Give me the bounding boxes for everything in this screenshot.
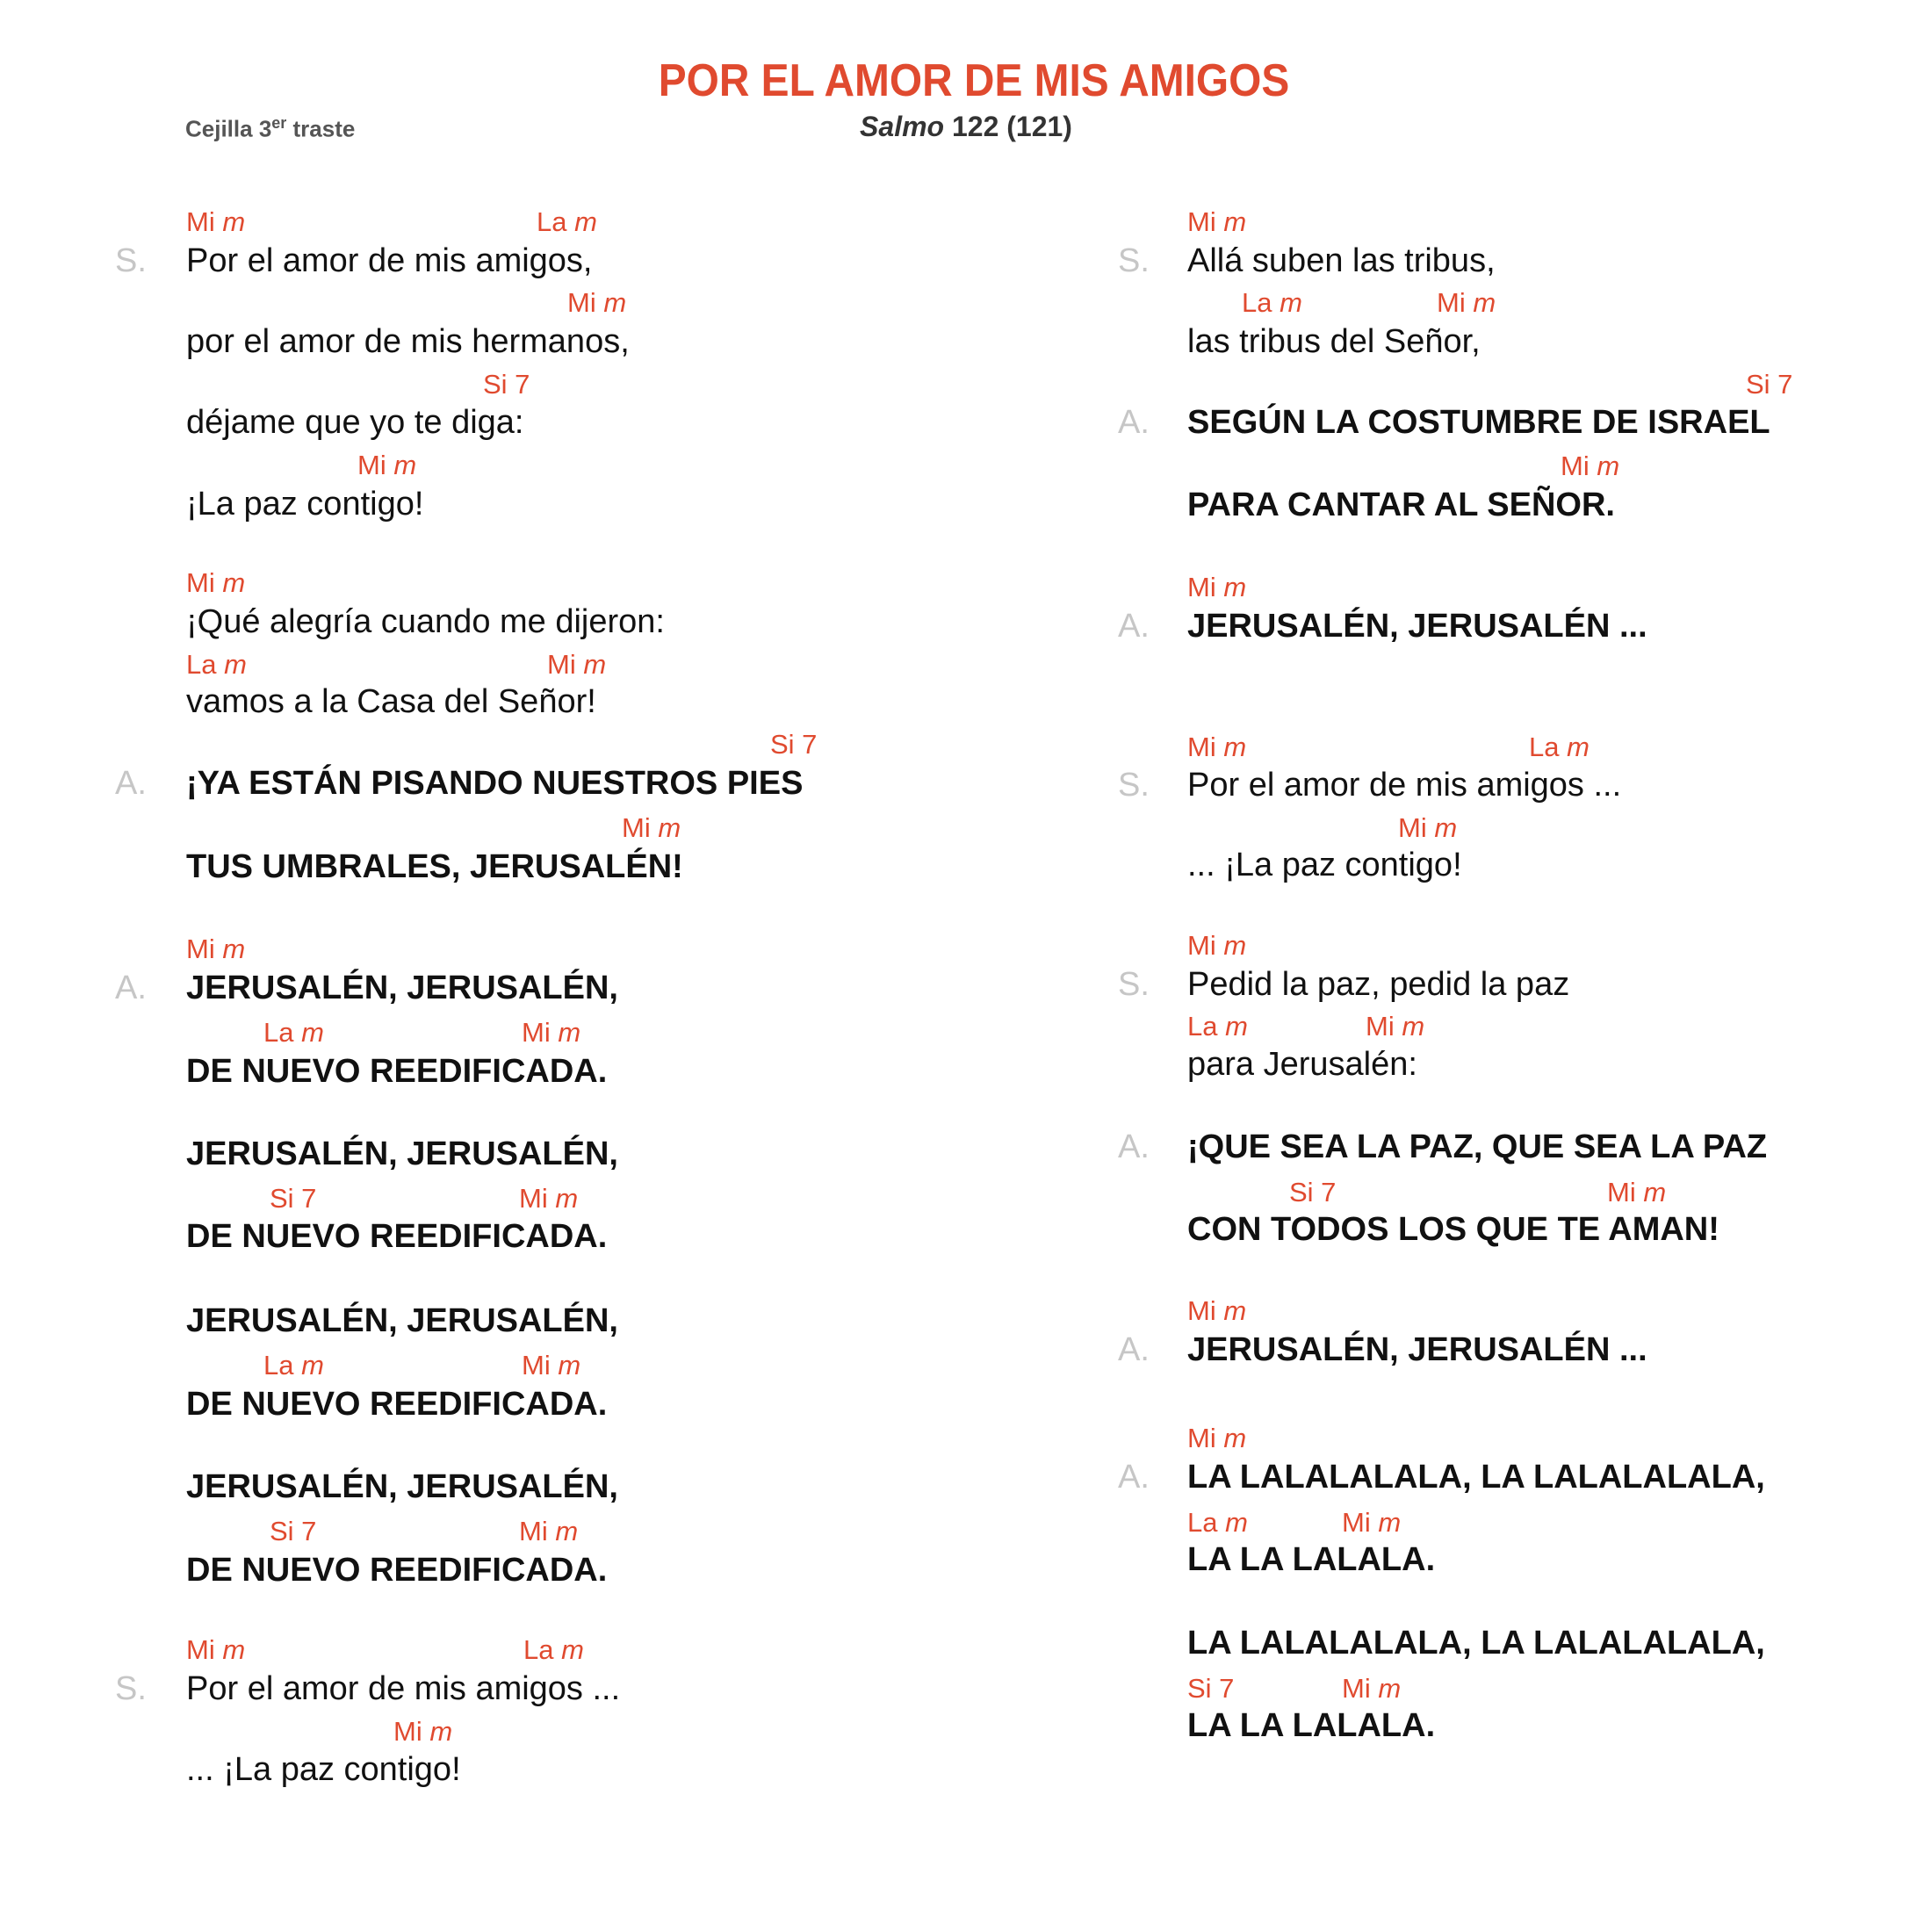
chord-quality: m — [1225, 1507, 1248, 1538]
chord-quality: m — [658, 812, 681, 843]
chord-root: Mi — [186, 567, 223, 598]
chord-root: La — [263, 1017, 302, 1048]
lyric-line: ¡QUE SEA LA PAZ, QUE SEA LA PAZ — [1187, 1128, 1768, 1165]
chord-root: La — [1187, 1011, 1226, 1042]
chord-quality: m — [1434, 812, 1458, 843]
chord-root: Mi — [1561, 451, 1597, 481]
chord-root: Mi — [186, 1634, 223, 1665]
chord-mi-m — [1187, 930, 1246, 962]
chord-quality: m — [583, 649, 607, 680]
chord-root: Mi — [1187, 1423, 1224, 1453]
chord-mi-m — [1437, 287, 1496, 319]
chord-mi-m — [357, 450, 416, 481]
capo-suffix: traste — [286, 115, 356, 142]
chord-root: Mi — [1187, 572, 1224, 602]
chord-mi-m — [522, 1350, 580, 1381]
chord-root: Mi — [186, 934, 223, 964]
chord-root: Mi — [522, 1350, 559, 1381]
lyric-line: Por el amor de mis amigos ... — [1187, 767, 1622, 804]
chord-root: Mi — [547, 649, 584, 680]
chord-si-7 — [483, 369, 530, 400]
chord-mi-m — [1187, 206, 1246, 238]
chord-root: La — [523, 1634, 562, 1665]
chord-la-m — [263, 1350, 324, 1381]
lyric-line: DE NUEVO REEDIFICADA. — [186, 1218, 608, 1255]
lyric-line: CON TODOS LOS QUE TE AMAN! — [1187, 1211, 1719, 1248]
lyric-line: DE NUEVO REEDIFICADA. — [186, 1552, 608, 1589]
chord-root: Si 7 — [770, 729, 818, 760]
chord-mi-m — [186, 1634, 245, 1666]
chord-quality: m — [222, 206, 246, 237]
chord-mi-m — [1398, 812, 1457, 844]
chord-root: La — [1242, 287, 1280, 318]
chord-mi-m — [519, 1183, 578, 1215]
chord-mi-m — [1607, 1177, 1666, 1208]
chord-quality: m — [1223, 1423, 1247, 1453]
lyric-line: JERUSALÉN, JERUSALÉN, — [186, 1302, 618, 1339]
chord-mi-m — [622, 812, 681, 844]
chord-root: La — [1529, 732, 1568, 762]
chord-root: Si 7 — [270, 1516, 317, 1546]
chord-la-m — [523, 1634, 584, 1666]
chord-root: Mi — [1342, 1507, 1379, 1538]
marker-a: A. — [115, 970, 147, 1006]
chord-root: Mi — [186, 206, 223, 237]
chord-root: La — [186, 649, 225, 680]
chord-root: Mi — [357, 450, 394, 480]
chord-quality: m — [1402, 1011, 1425, 1042]
chord-la-m — [1242, 287, 1302, 319]
chord-quality: m — [301, 1017, 324, 1048]
chord-root: Mi — [622, 812, 659, 843]
chord-si-7 — [1746, 369, 1792, 400]
chord-quality: m — [1223, 930, 1247, 961]
capo-prefix: Cejilla 3 — [185, 115, 272, 142]
chord-mi-m — [1342, 1673, 1401, 1705]
lyric-line: JERUSALÉN, JERUSALÉN ... — [1187, 1331, 1647, 1368]
chord-si-7 — [1289, 1177, 1336, 1208]
psalm-number: 122 (121) — [944, 111, 1072, 142]
chord-la-m — [263, 1017, 324, 1049]
chord-quality: m — [429, 1716, 453, 1747]
chord-quality: m — [222, 934, 246, 964]
chord-root: La — [537, 206, 575, 237]
capo-sup: er — [271, 114, 287, 132]
lyric-line: déjame que yo te diga: — [186, 404, 524, 441]
lyric-line: ¡YA ESTÁN PISANDO NUESTROS PIES — [186, 765, 804, 802]
chord-si-7 — [270, 1183, 316, 1215]
chord-quality: m — [1223, 1295, 1247, 1326]
lyric-line: Pedid la paz, pedid la paz — [1187, 966, 1570, 1003]
chord-quality: m — [561, 1634, 584, 1665]
chord-mi-m — [393, 1716, 452, 1748]
chord-quality: m — [1567, 732, 1590, 762]
lyric-line: PARA CANTAR AL SEÑOR. — [1187, 487, 1615, 523]
chord-quality: m — [301, 1350, 324, 1381]
psalm-word: Salmo — [860, 111, 945, 142]
marker-a: A. — [115, 765, 147, 802]
marker-s: S. — [1118, 767, 1150, 804]
chord-quality: m — [224, 649, 247, 680]
chord-quality: m — [555, 1183, 579, 1214]
chord-quality: m — [222, 567, 246, 598]
chord-quality: m — [222, 1634, 246, 1665]
lyric-line: SEGÚN LA COSTUMBRE DE ISRAEL — [1187, 404, 1770, 441]
chord-root: Mi — [1398, 812, 1435, 843]
chord-mi-m — [1187, 572, 1246, 603]
chord-root: Mi — [567, 287, 604, 318]
chord-si-7 — [770, 729, 817, 761]
marker-a: A. — [1118, 1459, 1150, 1496]
lyric-line: LA LA LALALA. — [1187, 1707, 1436, 1744]
lyric-line: las tribus del Señor, — [1187, 323, 1481, 360]
marker-s: S. — [115, 242, 147, 279]
chord-quality: m — [1643, 1177, 1667, 1208]
lyric-line: ... ¡La paz contigo! — [186, 1751, 461, 1788]
chord-la-m — [186, 649, 247, 681]
lyric-line: Allá suben las tribus, — [1187, 242, 1496, 279]
chord-root: Mi — [519, 1183, 556, 1214]
chord-quality: m — [558, 1017, 581, 1048]
chord-la-m — [537, 206, 597, 238]
chord-quality: m — [1378, 1673, 1402, 1704]
marker-s: S. — [1118, 966, 1150, 1003]
chord-quality: m — [1225, 1011, 1248, 1042]
chord-quality: m — [1378, 1507, 1402, 1538]
chord-quality: m — [555, 1516, 579, 1546]
chord-root: La — [1187, 1507, 1226, 1538]
chord-root: Mi — [1187, 206, 1224, 237]
chord-root: Mi — [1366, 1011, 1402, 1042]
marker-s: S. — [1118, 242, 1150, 279]
chord-la-m — [1187, 1011, 1248, 1042]
chord-root: Si 7 — [483, 369, 530, 400]
chord-si-7 — [1187, 1673, 1234, 1705]
chord-root: Si 7 — [1289, 1177, 1337, 1208]
lyric-line: ... ¡La paz contigo! — [1187, 847, 1462, 883]
song-title: POR EL AMOR DE MIS AMIGOS — [658, 55, 1290, 106]
chord-root: Si 7 — [270, 1183, 317, 1214]
chord-root: Mi — [1187, 930, 1224, 961]
chord-root: Mi — [1187, 1295, 1224, 1326]
lyric-line: LA LALALALALA, LA LALALALALA, — [1187, 1459, 1765, 1496]
chord-root: Mi — [522, 1017, 559, 1048]
chord-mi-m — [1342, 1507, 1401, 1539]
chord-mi-m — [1366, 1011, 1424, 1042]
chord-root: Mi — [1187, 732, 1224, 762]
chord-mi-m — [1187, 1423, 1246, 1454]
lyric-line: Por el amor de mis amigos, — [186, 242, 593, 279]
chord-root: Si 7 — [1746, 369, 1793, 400]
chord-la-m — [1529, 732, 1590, 763]
lyric-line: ¡Qué alegría cuando me dijeron: — [186, 603, 665, 640]
chord-quality: m — [574, 206, 597, 237]
lyric-line: Por el amor de mis amigos ... — [186, 1670, 621, 1707]
chord-mi-m — [1187, 732, 1246, 763]
chord-quality: m — [393, 450, 417, 480]
chord-root: Mi — [519, 1516, 556, 1546]
lyric-line: LA LALALALALA, LA LALALALALA, — [1187, 1625, 1765, 1662]
lyric-line: por el amor de mis hermanos, — [186, 323, 630, 360]
psalm-reference — [0, 111, 1932, 143]
chord-quality: m — [1223, 732, 1247, 762]
lyric-line: JERUSALÉN, JERUSALÉN, — [186, 970, 618, 1006]
chord-quality: m — [1223, 206, 1247, 237]
chord-quality: m — [558, 1350, 581, 1381]
chord-root: Mi — [1437, 287, 1474, 318]
chord-quality: m — [1597, 451, 1620, 481]
lyric-line: LA LA LALALA. — [1187, 1541, 1436, 1578]
marker-a: A. — [1118, 1331, 1150, 1368]
lyric-line: vamos a la Casa del Señor! — [186, 683, 596, 720]
chord-root: La — [263, 1350, 302, 1381]
chord-mi-m — [522, 1017, 580, 1049]
chord-root: Mi — [1342, 1673, 1379, 1704]
chord-quality: m — [1280, 287, 1302, 318]
lyric-line: DE NUEVO REEDIFICADA. — [186, 1053, 608, 1090]
lyric-line: para Jerusalén: — [1187, 1046, 1417, 1083]
lyric-line: JERUSALÉN, JERUSALÉN ... — [1187, 608, 1647, 645]
lyric-line: ¡La paz contigo! — [186, 486, 424, 523]
chord-root: Mi — [393, 1716, 430, 1747]
chord-mi-m — [186, 934, 245, 965]
chord-si-7 — [270, 1516, 316, 1547]
chord-quality: m — [1473, 287, 1496, 318]
lyric-line: JERUSALÉN, JERUSALÉN, — [186, 1135, 618, 1172]
marker-a: A. — [1118, 1128, 1150, 1165]
chord-mi-m — [1561, 451, 1619, 482]
marker-a: A. — [1118, 404, 1150, 441]
chord-quality: m — [603, 287, 627, 318]
lyric-line: JERUSALÉN, JERUSALÉN, — [186, 1468, 618, 1505]
lyric-line: TUS UMBRALES, JERUSALÉN! — [186, 848, 683, 885]
marker-s: S. — [115, 1670, 147, 1707]
chord-mi-m — [186, 567, 245, 599]
chord-mi-m — [186, 206, 245, 238]
chord-mi-m — [567, 287, 626, 319]
chord-la-m — [1187, 1507, 1248, 1539]
chord-mi-m — [1187, 1295, 1246, 1327]
chord-mi-m — [547, 649, 606, 681]
marker-a: A. — [1118, 608, 1150, 645]
chord-mi-m — [519, 1516, 578, 1547]
chord-root: Mi — [1607, 1177, 1644, 1208]
lyric-line: DE NUEVO REEDIFICADA. — [186, 1386, 608, 1423]
chord-quality: m — [1223, 572, 1247, 602]
chord-root: Si 7 — [1187, 1673, 1235, 1704]
